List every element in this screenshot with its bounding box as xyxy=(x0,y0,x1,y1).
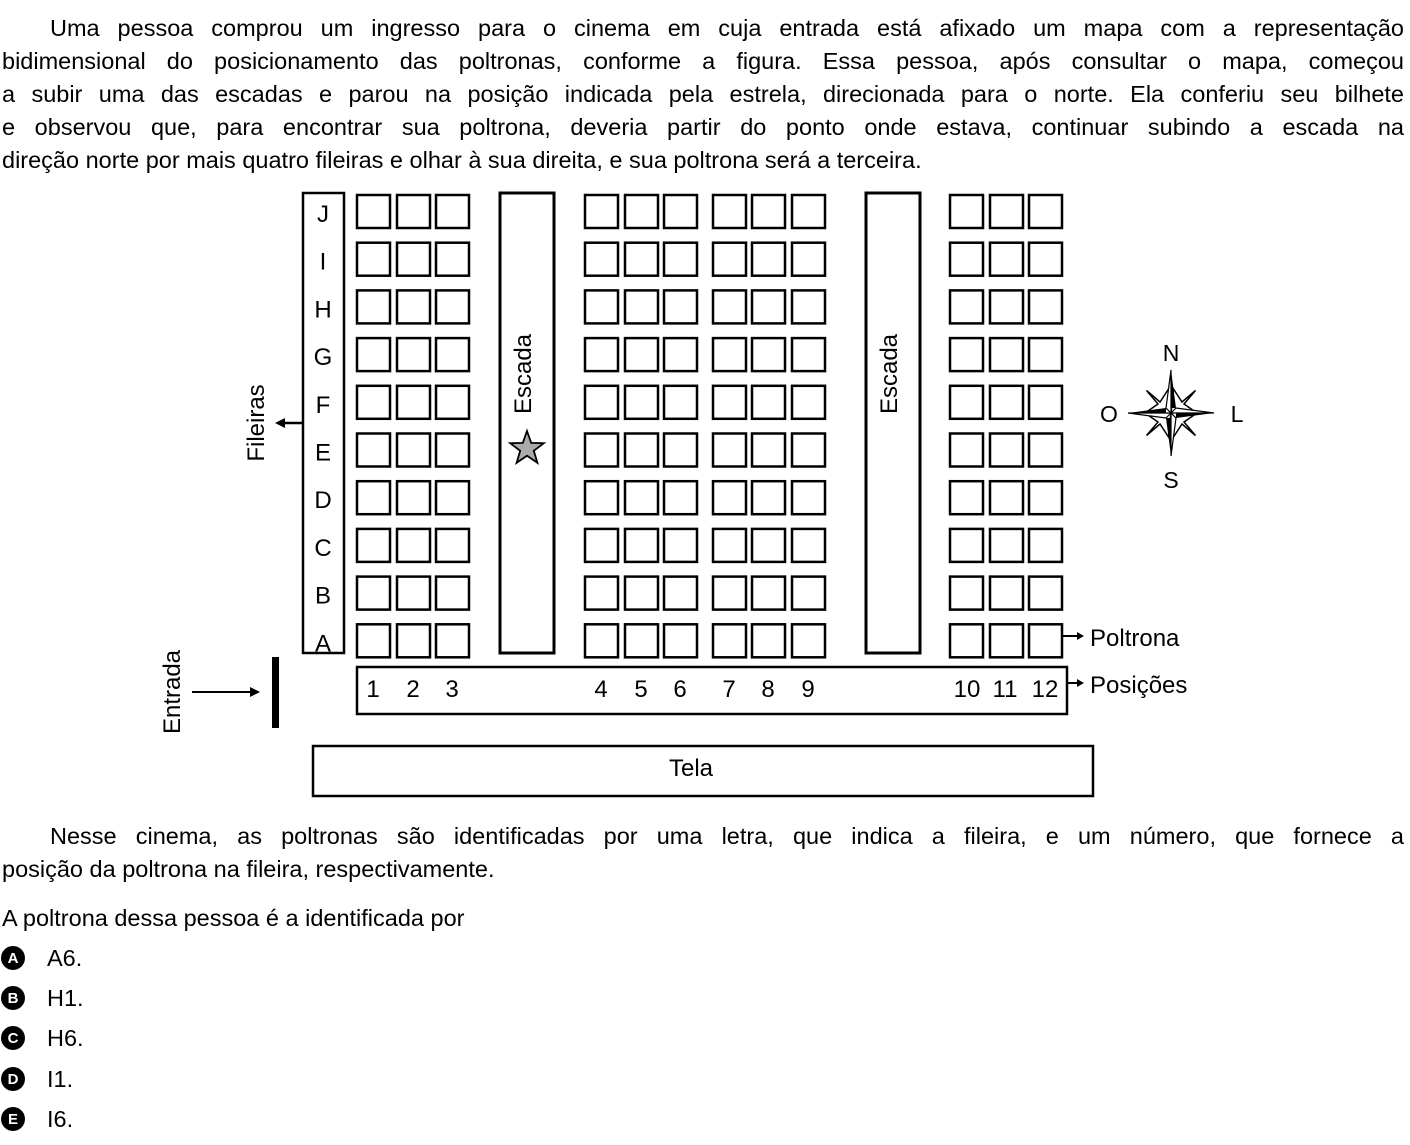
seat-F1 xyxy=(357,386,390,419)
seat-F4 xyxy=(585,386,618,419)
entrance xyxy=(159,649,279,734)
seat-D11 xyxy=(990,481,1023,514)
compass-south-label: S xyxy=(1163,467,1179,493)
seat-G11 xyxy=(990,338,1023,371)
seat-J7 xyxy=(713,195,746,228)
seat-G9 xyxy=(792,338,825,371)
seat-B11 xyxy=(990,577,1023,610)
seat-F3 xyxy=(436,386,469,419)
seat-E3 xyxy=(436,434,469,467)
seat-A7 xyxy=(713,624,746,657)
seat-C3 xyxy=(436,529,469,562)
option-text: H6. xyxy=(47,1024,84,1051)
option-d[interactable] xyxy=(0,1062,73,1096)
compass-west-label: O xyxy=(1100,401,1118,427)
seat-J9 xyxy=(792,195,825,228)
seat-B7 xyxy=(713,577,746,610)
seat-C1 xyxy=(357,529,390,562)
seat-F6 xyxy=(664,386,697,419)
seat-D4 xyxy=(585,481,618,514)
seat-A2 xyxy=(397,624,430,657)
seat-A1 xyxy=(357,624,390,657)
seat-I2 xyxy=(397,243,430,276)
seat-G1 xyxy=(357,338,390,371)
seat-C12 xyxy=(1029,529,1062,562)
seat-H9 xyxy=(792,290,825,323)
seat-E12 xyxy=(1029,434,1062,467)
row-label: I xyxy=(319,248,327,276)
stair-left xyxy=(500,193,554,653)
seat-C6 xyxy=(664,529,697,562)
seat-I4 xyxy=(585,243,618,276)
positions-strip xyxy=(357,667,1067,714)
seat-B10 xyxy=(950,577,983,610)
seat-G3 xyxy=(436,338,469,371)
position-label: 5 xyxy=(634,676,648,703)
seat-B3 xyxy=(436,577,469,610)
seat-E10 xyxy=(950,434,983,467)
seat-B2 xyxy=(397,577,430,610)
entrance-label: Entrada xyxy=(159,649,186,735)
rows-label: Fileiras xyxy=(243,384,270,462)
seat-C8 xyxy=(752,529,785,562)
seat-C11 xyxy=(990,529,1023,562)
compass-east-label: L xyxy=(1230,401,1244,427)
seat-G6 xyxy=(664,338,697,371)
position-label: 9 xyxy=(801,676,815,703)
seat-A6 xyxy=(664,624,697,657)
seat-I9 xyxy=(792,243,825,276)
seat-B9 xyxy=(792,577,825,610)
seat-F2 xyxy=(397,386,430,419)
seat-I3 xyxy=(436,243,469,276)
row-labels xyxy=(314,201,333,657)
seat-B1 xyxy=(357,577,390,610)
seat-B4 xyxy=(585,577,618,610)
mid-paragraph xyxy=(2,820,1404,886)
positions-callout-label: Posições xyxy=(1090,672,1188,699)
question-text: A poltrona dessa pessoa é a identificada por xyxy=(2,905,465,931)
seat-A8 xyxy=(752,624,785,657)
option-letter-badge: B xyxy=(1,986,25,1010)
seat-J11 xyxy=(990,195,1023,228)
positions-callout xyxy=(1067,672,1187,699)
position-label: 3 xyxy=(445,676,459,703)
position-label: 10 xyxy=(953,676,981,703)
seat-A4 xyxy=(585,624,618,657)
position-label: 6 xyxy=(673,676,687,703)
seat-E9 xyxy=(792,434,825,467)
seat-H3 xyxy=(436,290,469,323)
seat-J5 xyxy=(625,195,658,228)
seat-H5 xyxy=(625,290,658,323)
position-label: 11 xyxy=(992,676,1018,703)
seat-J6 xyxy=(664,195,697,228)
seat-I1 xyxy=(357,243,390,276)
position-label: 2 xyxy=(406,676,420,703)
seat-E5 xyxy=(625,434,658,467)
seat-F11 xyxy=(990,386,1023,419)
seat-I6 xyxy=(664,243,697,276)
row-label: F xyxy=(315,391,331,419)
seat-J1 xyxy=(357,195,390,228)
seat-J3 xyxy=(436,195,469,228)
seat-I11 xyxy=(990,243,1023,276)
compass-north-label: N xyxy=(1162,340,1180,366)
position-label: 8 xyxy=(761,676,775,703)
option-c[interactable] xyxy=(0,1021,84,1055)
intro-line: a subir uma das escadas e parou na posição indicada pela estrela, direcionada para o norte. Ela conferiu seu bilhete xyxy=(2,81,1404,107)
seat-callout-label: Poltrona xyxy=(1090,625,1180,652)
seat-H8 xyxy=(752,290,785,323)
mid-line: Nesse cinema, as poltronas são identificadas por uma letra, que indica a fileira, e um número, que fornece a xyxy=(50,823,1404,849)
seat-F10 xyxy=(950,386,983,419)
seat-A12 xyxy=(1029,624,1062,657)
row-label: B xyxy=(314,582,332,610)
seat-I7 xyxy=(713,243,746,276)
seats xyxy=(357,195,1062,657)
rows-indicator xyxy=(243,384,303,461)
seat-C7 xyxy=(713,529,746,562)
mid-line: posição da poltrona na fileira, respectivamente. xyxy=(2,856,495,882)
seat-A9 xyxy=(792,624,825,657)
seat-H4 xyxy=(585,290,618,323)
seat-D8 xyxy=(752,481,785,514)
option-letter-badge: A xyxy=(1,946,25,970)
option-text: I1. xyxy=(47,1065,74,1092)
seat-C2 xyxy=(397,529,430,562)
option-e[interactable] xyxy=(0,1102,73,1136)
seat-G12 xyxy=(1029,338,1062,371)
seat-A3 xyxy=(436,624,469,657)
seat-G4 xyxy=(585,338,618,371)
seat-H1 xyxy=(357,290,390,323)
seat-J10 xyxy=(950,195,983,228)
seat-G7 xyxy=(713,338,746,371)
seat-E1 xyxy=(357,434,390,467)
row-label: C xyxy=(314,534,332,562)
seat-J12 xyxy=(1029,195,1062,228)
row-label: H xyxy=(314,296,332,324)
compass-rose xyxy=(1100,340,1244,493)
row-label: D xyxy=(314,487,332,515)
seat-G10 xyxy=(950,338,983,371)
option-letter-badge: D xyxy=(1,1067,25,1091)
seat-D3 xyxy=(436,481,469,514)
row-label: J xyxy=(317,201,329,228)
seat-A5 xyxy=(625,624,658,657)
option-a[interactable] xyxy=(0,941,82,975)
seat-E4 xyxy=(585,434,618,467)
seat-I5 xyxy=(625,243,658,276)
position-label: 1 xyxy=(366,676,380,703)
seat-D2 xyxy=(397,481,430,514)
star-marker xyxy=(510,431,544,463)
seat-A10 xyxy=(950,624,983,657)
seat-I12 xyxy=(1029,243,1062,276)
seat-C10 xyxy=(950,529,983,562)
option-b[interactable] xyxy=(0,981,84,1015)
seat-F12 xyxy=(1029,386,1062,419)
seat-C4 xyxy=(585,529,618,562)
seat-D6 xyxy=(664,481,697,514)
seat-F7 xyxy=(713,386,746,419)
seat-callout xyxy=(1063,625,1180,652)
position-label: 4 xyxy=(594,676,608,703)
position-label: 7 xyxy=(722,676,736,703)
stair-left-label: Escada xyxy=(510,333,537,415)
seat-B5 xyxy=(625,577,658,610)
seat-A11 xyxy=(990,624,1023,657)
seat-F9 xyxy=(792,386,825,419)
seat-E7 xyxy=(713,434,746,467)
seat-E2 xyxy=(397,434,430,467)
seat-B6 xyxy=(664,577,697,610)
option-letter-badge: C xyxy=(1,1026,25,1050)
seat-C9 xyxy=(792,529,825,562)
screen-label: Tela xyxy=(668,755,714,782)
seat-I10 xyxy=(950,243,983,276)
row-label: G xyxy=(313,344,333,372)
intro-line: Uma pessoa comprou um ingresso para o cinema em cuja entrada está afixado um mapa com a representação xyxy=(50,15,1404,41)
row-label: E xyxy=(314,439,332,467)
position-label: 12 xyxy=(1031,676,1059,703)
seat-B12 xyxy=(1029,577,1062,610)
seat-F5 xyxy=(625,386,658,419)
seat-D12 xyxy=(1029,481,1062,514)
option-text: I6. xyxy=(47,1105,74,1132)
seat-E11 xyxy=(990,434,1023,467)
seat-D9 xyxy=(792,481,825,514)
seat-H6 xyxy=(664,290,697,323)
intro-line: direção norte por mais quatro fileiras e olhar à sua direita, e sua poltrona será a terceira. xyxy=(2,147,922,173)
seat-H12 xyxy=(1029,290,1062,323)
seat-D7 xyxy=(713,481,746,514)
seat-D10 xyxy=(950,481,983,514)
seat-G5 xyxy=(625,338,658,371)
stair-right-label: Escada xyxy=(876,333,903,415)
seat-D1 xyxy=(357,481,390,514)
seat-E6 xyxy=(664,434,697,467)
stair-right xyxy=(866,193,920,653)
intro-line: e observou que, para encontrar sua poltrona, deveria partir do ponto onde estava, continuar subindo a escada na xyxy=(2,114,1404,140)
row-label: A xyxy=(314,630,332,658)
seat-J2 xyxy=(397,195,430,228)
seat-H7 xyxy=(713,290,746,323)
seat-D5 xyxy=(625,481,658,514)
seat-J4 xyxy=(585,195,618,228)
seat-I8 xyxy=(752,243,785,276)
seat-B8 xyxy=(752,577,785,610)
option-text: H1. xyxy=(47,984,84,1011)
option-letter-badge: E xyxy=(1,1107,25,1131)
seat-G8 xyxy=(752,338,785,371)
seat-J8 xyxy=(752,195,785,228)
seat-H11 xyxy=(990,290,1023,323)
screen xyxy=(313,746,1093,796)
seat-H10 xyxy=(950,290,983,323)
seat-C5 xyxy=(625,529,658,562)
seat-F8 xyxy=(752,386,785,419)
seat-E8 xyxy=(752,434,785,467)
seat-G2 xyxy=(397,338,430,371)
intro-line: bidimensional do posicionamento das poltronas, conforme a figura. Essa pessoa, após consultar o mapa, começou xyxy=(2,48,1404,74)
seat-H2 xyxy=(397,290,430,323)
option-text: A6. xyxy=(47,944,83,971)
